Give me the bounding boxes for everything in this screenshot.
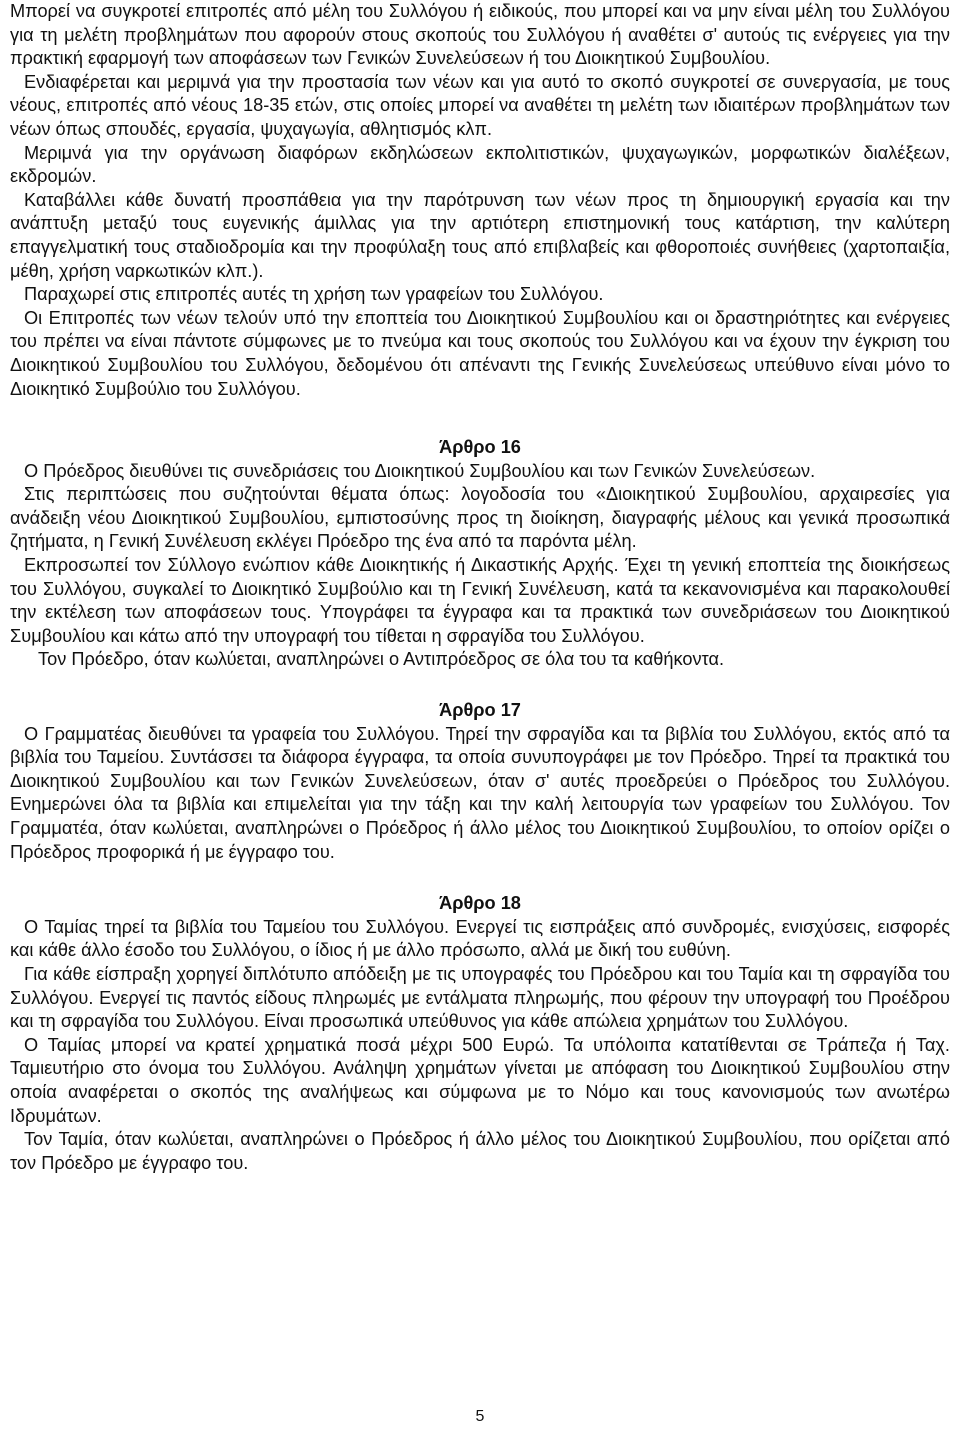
- article-18-paragraph: Για κάθε είσπραξη χορηγεί διπλότυπο απόδειξη με τις υπογραφές του Πρόεδρου και του Ταμία και τη σφραγίδα του Συλλόγου. Ενεργεί τις παντός είδους πληρωμές με εντάλματα πληρωμής, που φέρουν την υπογραφή του Προέδρου και τη σφραγίδα του Συλλόγου. Είναι προσωπικά υπεύθυνος για κάθε απώλεια χρημάτων του Συλλόγου.: [10, 963, 950, 1032]
- intro-paragraph-supervision: Οι Επιτροπές των νέων τελούν υπό την εποπτεία του Διοικητικού Συμβουλίου και οι δραστηριότητες και ενέργειες του πρέπει να είναι πάντοτε σύμφωνες με το πνεύμα και τους σκοπούς του Συλλόγου και να έχουν την έγκριση του Διοικητικού Συμβουλίου του Συλλόγου, δεδομένου ότι απέναντι της Γενικής Συνελεύσεως υπεύθυνο είναι μόνο το Διοικητικό Συμβούλιο του Συλλόγου.: [10, 307, 950, 399]
- article-16-paragraph: Τον Πρόεδρο, όταν κωλύεται, αναπληρώνει ο Αντιπρόεδρος σε όλα του τα καθήκοντα.: [38, 649, 725, 670]
- article-16-heading: Άρθρο 16: [439, 437, 521, 458]
- intro-paragraph-events: Μεριμνά για την οργάνωση διαφόρων εκδηλώσεων εκπολιτιστικών, ψυχαγωγικών, μορφωτικών διαλέξεων, εκδρομών.: [10, 142, 950, 187]
- intro-paragraph-encouragement: Καταβάλλει κάθε δυνατή προσπάθεια για την παρότρυνση των νέων προς τη δημιουργική εργασία και την ανάπτυξη μεταξύ τους ευγενικής άμιλλας για την αρτιότερη επιστημονική τους κατάρτιση, την καλύτερη επαγγελματική τους σταδιοδρομία και την προφύλαξη τους από επιβλαβείς και φθοροποιές συνήθειες (χαρτοπαιξία, μέθη, χρήση ναρκωτικών κλπ.).: [10, 189, 950, 281]
- article-18-paragraph: Ο Ταμίας τηρεί τα βιβλία του Ταμείου του Συλλόγου. Ενεργεί τις εισπράξεις από συνδρομές, ενισχύσεις, εισφορές και κάθε άλλο έσοδο του Συλλόγου, ο ίδιος ή με άλλο πρόσωπο, αλλά με δική του ευθύνη.: [10, 916, 950, 961]
- intro-paragraph-committees: Μπορεί να συγκροτεί επιτροπές από μέλη του Συλλόγου ή ειδικούς, που μπορεί και να μην είναι μέλη του Συλλόγου για τη μελέτη προβλημάτων που αφορούν στους σκοπούς του Συλλόγου ή αναθέτει σ' αυτούς τις ενέργειες για την πρακτική εφαρμογή των αποφάσεων των Γενικών Συνελεύσεων ή του Διοικητικού Συμβουλίου.: [10, 1, 950, 69]
- article-16-paragraph: Στις περιπτώσεις που συζητούνται θέματα όπως: λογοδοσία του «Διοικητικού Συμβουλίου, αρχαιρεσίες για ανάδειξη νέου Διοικητικού Συμβουλίου, εμπιστοσύνης προς τη διοίκηση, διαγραφής μέλους και γενικά προσωπικά ζητήματα, η Γενική Συνέλευση εκλέγει Πρόεδρο της ένα από τα παρόντα μέλη.: [10, 484, 950, 552]
- document-page: [10, 0, 950, 1175]
- article-16-paragraph: Ο Πρόεδρος διευθύνει τις συνεδριάσεις του Διοικητικού Συμβουλίου και των Γενικών Συνελεύσεων.: [24, 460, 816, 481]
- spacer: [10, 864, 950, 892]
- article-17-heading: Άρθρο 17: [439, 700, 521, 721]
- article-17-paragraph: Ο Γραμματέας διευθύνει τα γραφεία του Συλλόγου. Τηρεί την σφραγίδα και τα βιβλία του Συλλόγου, εκτός από τα βιβλία του Ταμείου. Συντάσσει τα διάφορα έγγραφα, τα οποία συνυπογράφει με τον Πρόεδρο. Τηρεί τα πρακτικά του Διοικητικού Συμβουλίου και των Γενικών Συνελεύσεων, όταν σ' αυτές προεδρεύει ο Πρόεδρος του Συλλόγου. Ενημερώνει όλα τα βιβλία και επιμελείται για την τάξη και την καλή λειτουργία των γραφείων του Συλλόγου. Τον Γραμματέα, όταν κωλύεται, αναπληρώνει ο Πρόεδρος ή άλλο μέλος του Διοικητικού Συμβουλίου, το οποίον ορίζει ο Πρόεδρος προφορικά ή με έγγραφο του.: [10, 723, 950, 862]
- spacer: [10, 401, 950, 436]
- article-16-paragraph: Εκπροσωπεί τον Σύλλογο ενώπιον κάθε Διοικητικής ή Δικαστικής Αρχής. Έχει τη γενική εποπτεία της διοικήσεως του Συλλόγου, συγκαλεί το Διοικητικό Συμβούλιο και τη Γενική Συνέλευση, κατά τα κεκανονισμένα και παρακολουθεί την εκτέλεση των αποφάσεων τους. Υπογράφει τα έγγραφα και τα πρακτικά των συνεδριάσεων του Διοικητικού Συμβουλίου και κάτω από την υπογραφή του τίθεται η σφραγίδα του Συλλόγου.: [10, 555, 950, 646]
- article-18-paragraph: Τον Ταμία, όταν κωλύεται, αναπληρώνει ο Πρόεδρος ή άλλο μέλος του Διοικητικού Συμβουλίου, που ορίζεται από τον Πρόεδρο με έγγραφο του.: [10, 1129, 950, 1173]
- article-18-paragraph: Ο Ταμίας μπορεί να κρατεί χρηματικά ποσά μέχρι 500 Ευρώ. Τα υπόλοιπα κατατίθενται σε Τράπεζα ή Ταχ. Ταμιευτήριο στο όνομα του Συλλόγου. Ανάληψη χρημάτων γίνεται με απόφαση του Διοικητικού Συμβουλίου στην οποία αναφέρεται ο σκοπός της αναλήψεως και σύμφωνα με το Νόμο και τους κανονισμούς των ανωτέρω Ιδρυμάτων.: [10, 1034, 950, 1126]
- article-18-heading: Άρθρο 18: [439, 893, 521, 914]
- spacer: [10, 672, 950, 699]
- intro-paragraph-offices: Παραχωρεί στις επιτροπές αυτές τη χρήση των γραφείων του Συλλόγου.: [24, 284, 604, 305]
- intro-paragraph-youth: Ενδιαφέρεται και μεριμνά για την προστασία των νέων και για αυτό το σκοπό συγκροτεί σε συνεργασία, με τους νέους, επιτροπές από νέους 18-35 ετών, στις οποίες μπορεί να αναθέτει τη μελέτη των ιδιαιτέρων προβλημάτων των νέων όπως σπουδές, εργασία, ψυχαγωγία, αθλητισμός κλπ.: [10, 71, 950, 139]
- page-number: 5: [475, 1408, 485, 1425]
